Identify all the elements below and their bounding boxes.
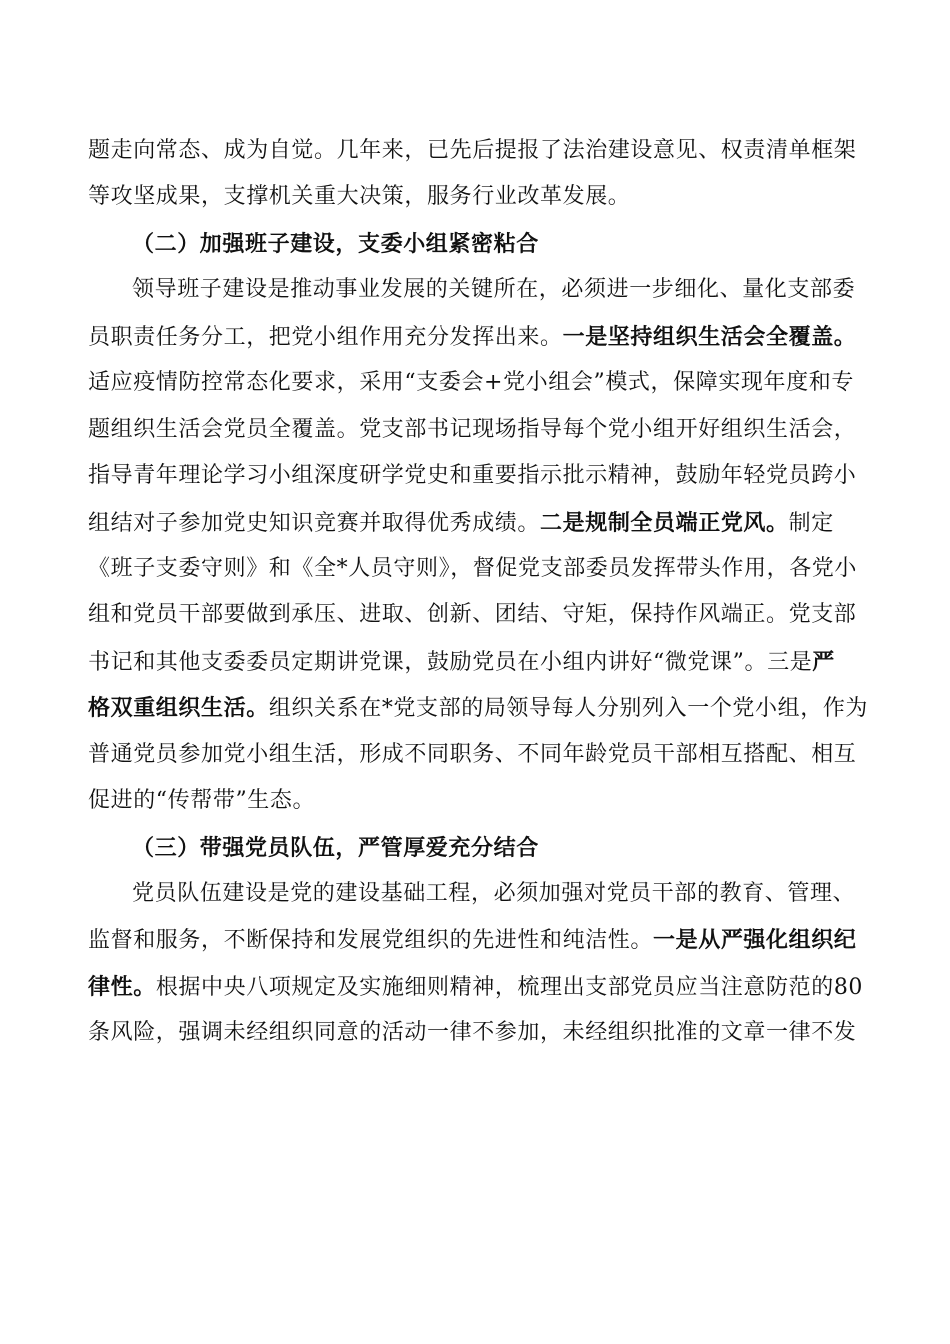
paragraph-line (88, 778, 853, 824)
paragraph-line (88, 871, 856, 917)
text-segment: 促进的“传帮带”生态。 (88, 788, 316, 814)
section-heading (88, 221, 853, 267)
paragraph-line (88, 1010, 857, 1056)
paragraph-line (88, 267, 856, 313)
text-segment: 普通党员参加党小组生活，形成不同职务、不同年龄党员干部相互搭配、相互 (88, 741, 857, 767)
text-segment: 组结对子参加党史知识竞赛并取得优秀成绩。 (88, 510, 541, 536)
bold-text-segment: 二是规制全员端正党风。 (540, 509, 789, 536)
bold-text-segment: 一是从严强化组织纪 (653, 927, 857, 954)
paragraph-line (88, 592, 857, 638)
paragraph-line (88, 546, 858, 592)
text-segment: 根据中央八项规定及实施细则精神，梳理出支部党员应当注意防范的80 (155, 974, 864, 1000)
paragraph-line (88, 174, 853, 220)
text-segment: 题走向常态、成为自觉。几年来，已先后提报了法治建设意见、权责清单框架 (88, 138, 857, 163)
text-segment: 制定 (788, 510, 834, 536)
paragraph-line (88, 917, 857, 963)
bold-text-segment: 格双重组织生活。 (88, 695, 269, 722)
text-segment: 适应疫情防控常态化要求，采用“支委会+党小组会”模式，保障实现年度和专 (88, 370, 854, 396)
text-segment: 组织关系在*党支部的局领导每人分别列入一个党小组，作为 (268, 696, 869, 722)
text-segment: 题组织生活会党员全覆盖。党支部书记现场指导每个党小组开好组织生活会， (88, 416, 857, 442)
paragraph-line (88, 314, 857, 360)
text-segment: 《班子支委守则》和《全*人员守则》，督促党支部委员发挥带头作用，各党小 (88, 555, 858, 581)
paragraph-line (88, 360, 853, 406)
text-segment: 等攻坚成果，支撑机关重大决策，服务行业改革发展。 (88, 184, 631, 210)
bold-text-segment: 一是坚持组织生活会全覆盖。 (562, 323, 857, 350)
paragraph-line (88, 128, 857, 174)
text-segment: 党员队伍建设是党的建设基础工程，必须加强对党员干部的教育、管理、 (132, 881, 856, 906)
bold-text-segment: （三）带强党员队伍，严管厚爱充分结合 (132, 834, 539, 861)
bold-text-segment: 律性。 (88, 973, 156, 1000)
text-segment: 书记和其他支委委员定期讲党课，鼓励党员在小组内讲好“微党课”。三是 (88, 649, 813, 675)
bold-text-segment: （二）加强班子建设，支委小组紧密粘合 (132, 230, 539, 257)
paragraph-line (88, 964, 864, 1010)
paragraph-line (88, 639, 853, 685)
paragraph-line (88, 407, 857, 453)
text-segment: 条风险，强调未经组织同意的活动一律不参加，未经组织批准的文章一律不发 (88, 1020, 857, 1046)
paragraph-line (88, 732, 857, 778)
text-segment: 组和党员干部要做到承压、进取、创新、团结、守矩，保持作风端正。党支部 (88, 602, 857, 628)
text-segment: 领导班子建设是推动事业发展的关键所在，必须进一步细化、量化支部委 (132, 277, 856, 303)
section-heading (88, 825, 853, 871)
text-segment: 员职责任务分工，把党小组作用充分发挥出来。 (88, 324, 563, 350)
paragraph-line (88, 500, 853, 546)
bold-text-segment: 严 (812, 648, 835, 675)
text-segment: 监督和服务，不断保持和发展党组织的先进性和纯洁性。 (88, 928, 654, 954)
paragraph-line (88, 453, 857, 499)
document-body (88, 128, 869, 1057)
paragraph-line (88, 685, 869, 731)
text-segment: 指导青年理论学习小组深度研学党史和重要指示批示精神，鼓励年轻党员跨小 (88, 463, 857, 489)
